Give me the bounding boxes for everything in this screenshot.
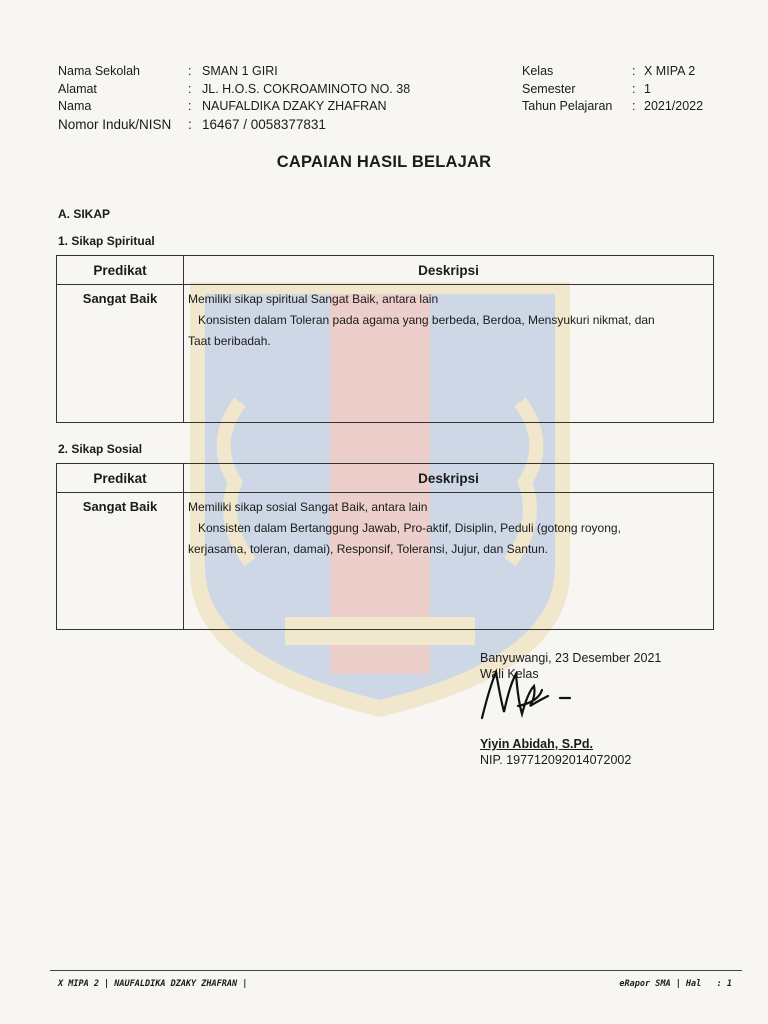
value-class: X MIPA 2 [644,64,696,78]
value-address: JL. H.O.S. COKROAMINOTO NO. 38 [202,81,411,96]
value-semester: 1 [644,81,651,96]
header-deskripsi: Deskripsi [184,256,714,285]
signer-nip: NIP. 197712092014072002 [480,753,632,767]
label-school: Nama Sekolah [58,64,140,78]
social-desc-line-1: Memiliki sikap sosial Sangat Baik, antara lain [188,500,428,514]
social-table [56,463,714,630]
signer-role: Wali Kelas [480,667,539,681]
label-semester: Semester [522,81,576,96]
header-predikat: Predikat [57,256,184,285]
spiritual-desc-line-1: Memiliki sikap spiritual Sangat Baik, antara lain [188,292,439,306]
social-predikat: Sangat Baik [57,493,184,630]
value-academic-year: 2021/2022 [644,99,704,113]
value-school: SMAN 1 GIRI [202,64,278,78]
spiritual-predikat: Sangat Baik [57,285,184,423]
footer-right: eRapor SMA | Hal : 1 [619,979,732,989]
value-nisn: 16467 / 0058377831 [202,116,326,132]
section-heading-sikap: A. SIKAP [58,207,111,221]
header-deskripsi: Deskripsi [184,464,714,493]
spiritual-description [184,285,714,423]
handwritten-signature [478,666,588,730]
social-desc-line-2: Konsisten dalam Bertanggung Jawab, Pro-aktif, Disiplin, Peduli (gotong royong, [198,521,621,535]
place-date: Banyuwangi, 23 Desember 2021 [480,651,662,665]
spiritual-heading: 1. Sikap Spiritual [58,234,155,248]
social-desc-line-3: kerjasama, toleran, damai), Responsif, Toleransi, Jujur, dan Santun. [188,542,548,556]
label-class: Kelas [522,64,554,78]
header-predikat: Predikat [57,464,184,493]
signer-name: Yiyin Abidah, S.Pd. [480,737,593,751]
class-info: Kelas : X MIPA 2 Semester : 1 Tahun Pelajaran : 2021/2022 [522,63,703,116]
social-heading: 2. Sikap Sosial [58,442,143,456]
label-nisn: Nomor Induk/NISN [58,116,172,132]
social-description [184,493,714,630]
student-info: Nama Sekolah : SMAN 1 GIRI Alamat : JL. H.O.S. COKROAMINOTO NO. 38 Nama : NAUFALDIKA DZAKY ZHAFRAN Nomor Induk/NISN : 16467 / 0058377831 [58,64,411,132]
value-name: NAUFALDIKA DZAKY ZHAFRAN [202,99,387,113]
label-academic-year: Tahun Pelajaran [522,99,613,113]
spiritual-desc-line-3: Taat beribadah. [188,334,271,348]
page-title: CAPAIAN HASIL BELAJAR [276,153,492,171]
footer-left: X MIPA 2 | NAUFALDIKA DZAKY ZHAFRAN | [58,979,248,989]
label-address: Alamat [58,81,97,96]
footer-divider [50,970,742,971]
spiritual-desc-line-2: Konsisten dalam Toleran pada agama yang berbeda, Berdoa, Mensyukuri nikmat, dan [198,313,655,327]
label-name: Nama [58,99,92,113]
spiritual-table [56,255,714,423]
